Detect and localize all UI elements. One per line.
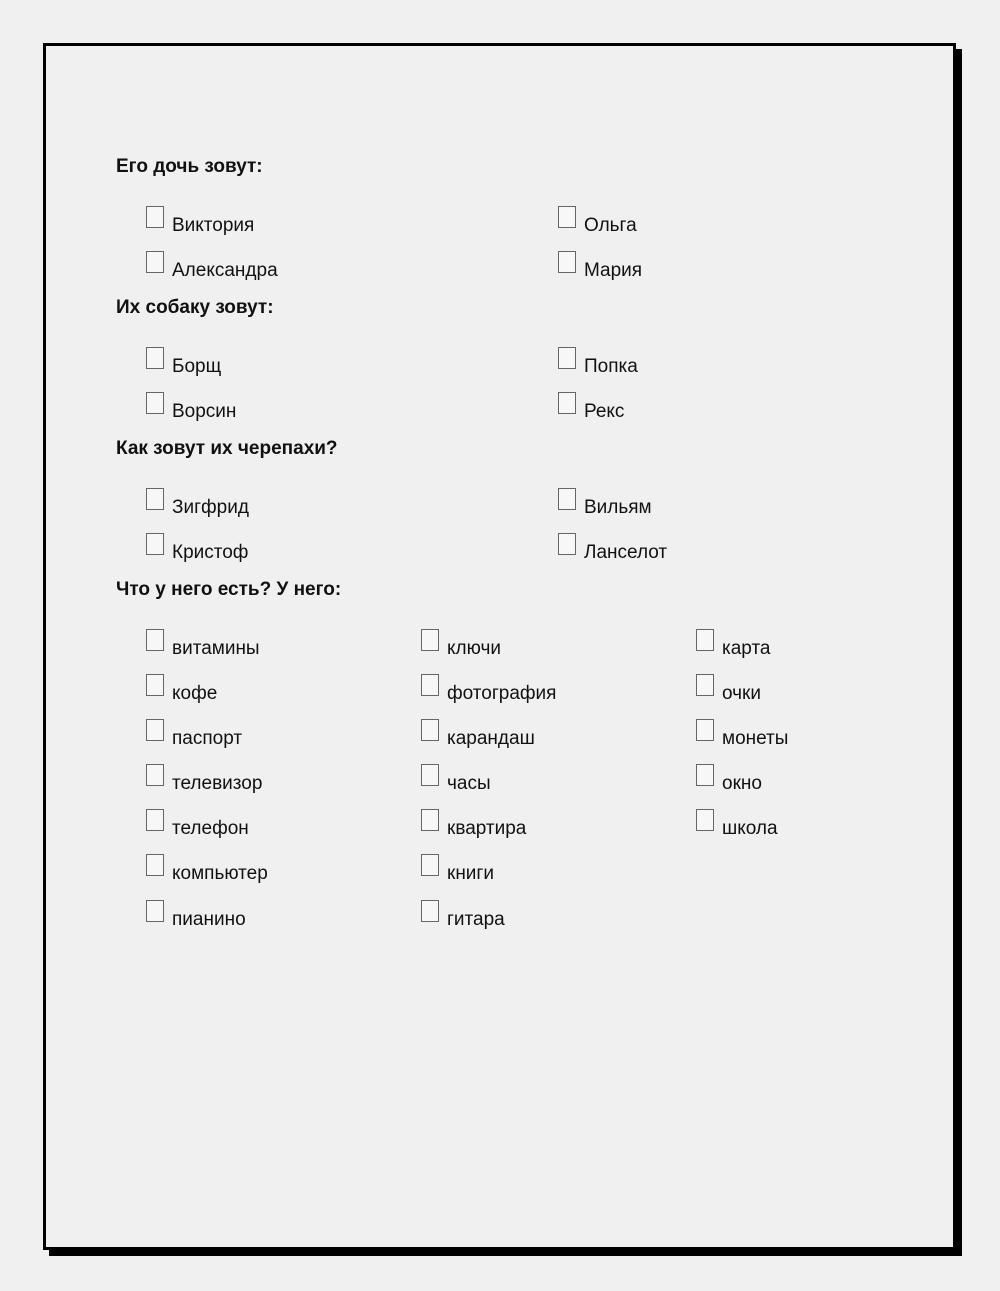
option-label: часы: [447, 773, 491, 794]
checkbox[interactable]: [146, 809, 164, 831]
option-label: Попка: [584, 356, 638, 377]
checkbox[interactable]: [146, 764, 164, 786]
option-televizor[interactable]: [146, 764, 262, 794]
question-daughter-name: Его дочь зовут:: [116, 156, 263, 177]
option-karta[interactable]: [696, 629, 771, 659]
option-label: Рекс: [584, 401, 625, 422]
checkbox[interactable]: [696, 629, 714, 651]
checkbox[interactable]: [421, 809, 439, 831]
option-aleksandra[interactable]: [146, 251, 278, 281]
checkbox[interactable]: [696, 764, 714, 786]
option-chasy[interactable]: [421, 764, 491, 794]
checkbox[interactable]: [696, 809, 714, 831]
checkbox[interactable]: [421, 629, 439, 651]
option-label: Ворсин: [172, 401, 237, 422]
option-vilyam[interactable]: [558, 488, 652, 518]
option-klyuchi[interactable]: [421, 629, 501, 659]
checkbox[interactable]: [696, 719, 714, 741]
option-kvartira[interactable]: [421, 809, 526, 839]
option-kompyuter[interactable]: [146, 854, 268, 884]
option-kristof[interactable]: [146, 533, 248, 563]
option-mariya[interactable]: [558, 251, 642, 281]
option-label: Кристоф: [172, 542, 249, 563]
option-label: очки: [722, 683, 761, 704]
option-viktoriya[interactable]: [146, 206, 254, 236]
option-label: Борщ: [172, 356, 222, 377]
question-dog-name: Их собаку зовут:: [116, 297, 274, 318]
option-reks[interactable]: [558, 392, 624, 422]
option-label: квартира: [447, 818, 527, 839]
option-vitaminy[interactable]: [146, 629, 260, 659]
checkbox[interactable]: [146, 719, 164, 741]
checkbox[interactable]: [146, 251, 164, 273]
checkbox[interactable]: [558, 347, 576, 369]
checkbox[interactable]: [146, 347, 164, 369]
option-okno[interactable]: [696, 764, 762, 794]
option-label: книги: [447, 863, 494, 884]
option-label: Виктория: [172, 215, 255, 236]
checkbox[interactable]: [146, 854, 164, 876]
checkbox[interactable]: [558, 251, 576, 273]
option-label: ключи: [447, 638, 501, 659]
option-label: школа: [722, 818, 778, 839]
option-label: компьютер: [172, 863, 268, 884]
checkbox[interactable]: [146, 900, 164, 922]
checkbox[interactable]: [421, 674, 439, 696]
checkbox[interactable]: [146, 533, 164, 555]
option-label: Вильям: [584, 497, 652, 518]
checkbox[interactable]: [558, 533, 576, 555]
option-ochki[interactable]: [696, 674, 761, 704]
checkbox[interactable]: [146, 629, 164, 651]
option-vorsin[interactable]: [146, 392, 236, 422]
option-label: карта: [722, 638, 771, 659]
option-olga[interactable]: [558, 206, 637, 236]
option-label: телефон: [172, 818, 249, 839]
option-label: кофе: [172, 683, 218, 704]
option-zigfrid[interactable]: [146, 488, 249, 518]
checkbox[interactable]: [146, 206, 164, 228]
option-telefon[interactable]: [146, 809, 249, 839]
option-label: витамины: [172, 638, 260, 659]
option-pianino[interactable]: [146, 900, 246, 930]
option-monety[interactable]: [696, 719, 788, 749]
option-label: гитара: [447, 909, 505, 930]
worksheet-page: [43, 43, 956, 1250]
option-label: Ольга: [584, 215, 637, 236]
checkbox[interactable]: [421, 854, 439, 876]
checkbox[interactable]: [421, 900, 439, 922]
checkbox[interactable]: [558, 392, 576, 414]
option-label: паспорт: [172, 728, 243, 749]
option-shkola[interactable]: [696, 809, 778, 839]
option-lanselot[interactable]: [558, 533, 667, 563]
question-turtle-names: Как зовут их черепахи?: [116, 438, 338, 459]
option-label: фотография: [447, 683, 557, 704]
option-knigi[interactable]: [421, 854, 494, 884]
option-pasport[interactable]: [146, 719, 242, 749]
option-label: Александра: [172, 260, 278, 281]
checkbox[interactable]: [558, 488, 576, 510]
option-label: окно: [722, 773, 762, 794]
option-label: монеты: [722, 728, 789, 749]
option-label: карандаш: [447, 728, 535, 749]
option-label: Зигфрид: [172, 497, 249, 518]
option-fotografiya[interactable]: [421, 674, 556, 704]
option-kofe[interactable]: [146, 674, 217, 704]
checkbox[interactable]: [146, 674, 164, 696]
option-karandash[interactable]: [421, 719, 535, 749]
checkbox[interactable]: [146, 488, 164, 510]
checkbox[interactable]: [421, 719, 439, 741]
option-label: Мария: [584, 260, 643, 281]
checkbox[interactable]: [696, 674, 714, 696]
checkbox[interactable]: [558, 206, 576, 228]
option-label: Ланселот: [584, 542, 668, 563]
question-what-he-has: Что у него есть? У него:: [116, 579, 342, 600]
option-label: телевизор: [172, 773, 263, 794]
option-label: пианино: [172, 909, 246, 930]
option-borshch[interactable]: [146, 347, 221, 377]
option-gitara[interactable]: [421, 900, 505, 930]
option-popka[interactable]: [558, 347, 638, 377]
checkbox[interactable]: [146, 392, 164, 414]
checkbox[interactable]: [421, 764, 439, 786]
